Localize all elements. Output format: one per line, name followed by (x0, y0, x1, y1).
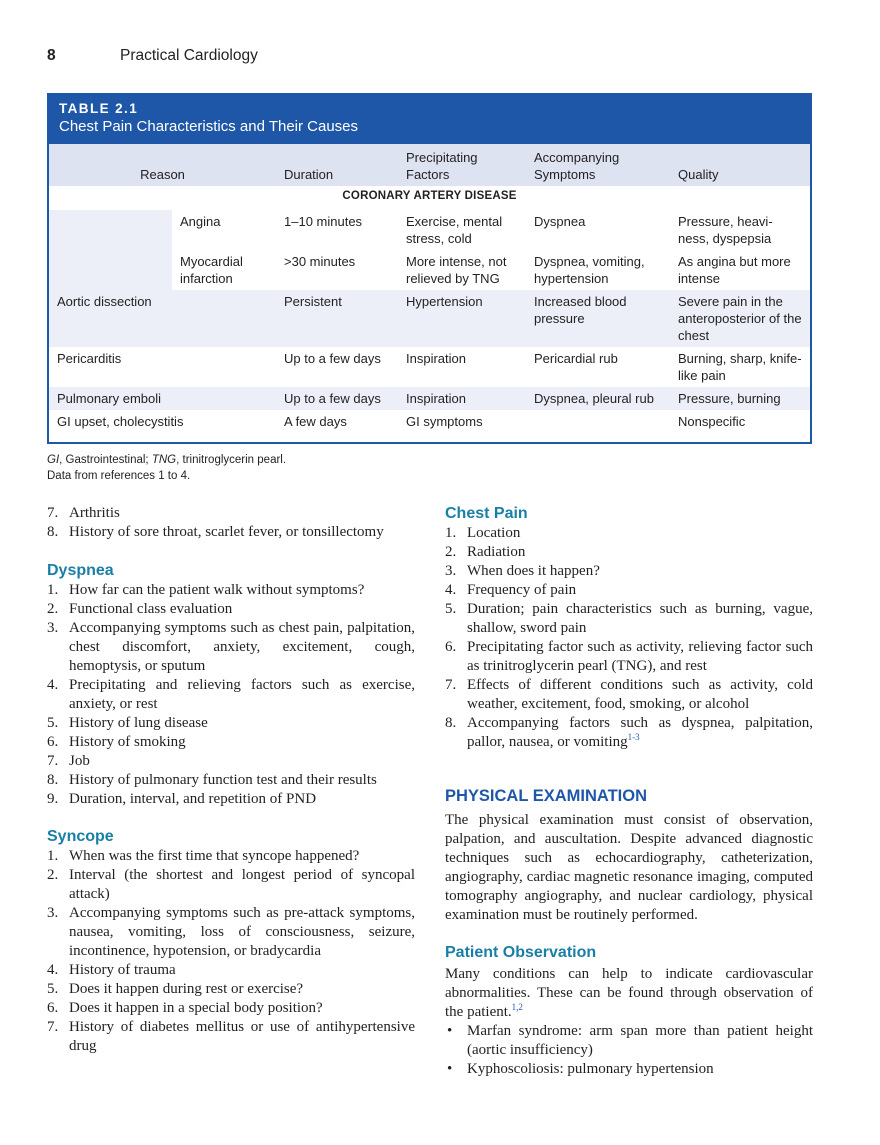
list-item (47, 999, 415, 1018)
list-item (445, 714, 813, 752)
table-row (49, 410, 810, 433)
item-text: When does it happen? (467, 563, 600, 579)
table-cell: Pressure, heavi-ness, dyspepsia (678, 214, 773, 246)
table-cell: Up to a few days (276, 387, 398, 410)
page-number: 8 (47, 47, 56, 64)
left-column (47, 504, 415, 1056)
item-number: 1. (445, 525, 457, 541)
item-number: 4. (445, 582, 457, 598)
item-text: Precipitating and relieving factors such as exercise, anxiety, or rest (69, 677, 415, 712)
list-item (47, 504, 415, 523)
table-cell: Dyspnea, pleural rub (526, 387, 670, 410)
table-cell: Up to a few days (284, 351, 381, 366)
item-text: History of trauma (69, 962, 176, 978)
abbreviations-note (47, 452, 286, 468)
list-item (445, 600, 813, 638)
abbr-term: TNG (151, 454, 177, 466)
list-item (445, 638, 813, 676)
section-heading-physical-examination: PHYSICAL EXAMINATION (445, 787, 647, 805)
table-cell: Hypertension (398, 290, 526, 347)
item-text: Job (69, 753, 90, 769)
table-cell: Persistent (276, 290, 398, 347)
item-text: Functional class evaluation (69, 601, 233, 617)
item-text: Location (467, 525, 521, 541)
item-number: 1. (47, 848, 59, 864)
item-number: 3. (47, 620, 59, 636)
patient-observation-paragraph (445, 965, 813, 1022)
item-number: 9. (47, 791, 59, 807)
list-item (47, 771, 415, 790)
list-item (47, 847, 415, 866)
table-header-bar (49, 95, 810, 144)
table-footnote (47, 452, 286, 484)
table-row (49, 210, 810, 250)
table-cell: Aortic dissection (49, 290, 276, 347)
source-note: Data from references 1 to 4. (47, 470, 191, 482)
table-cell: Dyspnea, vomiting, hypertension (534, 254, 645, 286)
table-cell: As angina but more intense (678, 254, 791, 286)
table-cell: Increased blood pressure (526, 290, 670, 347)
item-number: 6. (47, 734, 59, 750)
item-text: History of sore throat, scarlet fever, or tonsillectomy (69, 524, 384, 540)
list-item (445, 562, 813, 581)
table-cell: Inspiration (398, 387, 526, 410)
item-text: Interval (the shortest and longest period of syncopal attack) (69, 867, 415, 902)
list-item (47, 866, 415, 904)
column-header: Duration (276, 144, 398, 186)
table-cell: Myocardial infarction (180, 254, 243, 286)
bullet-item (445, 1060, 813, 1079)
citation-superscript: 1-3 (627, 732, 640, 742)
item-number: 6. (445, 639, 457, 655)
item-text: History of pulmonary function test and their results (69, 772, 377, 788)
list-item (47, 676, 415, 714)
section-label: CORONARY ARTERY DISEASE (342, 190, 517, 202)
list-item (47, 980, 415, 999)
table-cell: Inspiration (406, 351, 466, 366)
item-number: 5. (445, 601, 457, 617)
table-row (49, 250, 810, 290)
table-cell: Severe pain in the anteroposterior of the chest (670, 290, 810, 347)
item-text: How far can the patient walk without symptoms? (69, 582, 365, 598)
list-item (445, 524, 813, 543)
running-head (47, 47, 258, 65)
table-column-headers (49, 144, 810, 186)
item-text: When was the first time that syncope happened? (69, 848, 360, 864)
bullet-text: Kyphoscoliosis: pulmonary hypertension (467, 1061, 714, 1077)
list-item (47, 581, 415, 600)
table-cell: Pericarditis (57, 351, 122, 366)
item-text: Does it happen during rest or exercise? (69, 981, 304, 997)
table-cell: GI symptoms (406, 414, 483, 429)
item-text: Arthritis (69, 505, 120, 521)
item-number: 7. (47, 505, 59, 521)
item-number: 5. (47, 715, 59, 731)
abbr-definition: , Gastrointestinal; (59, 454, 152, 466)
item-number: 6. (47, 1000, 59, 1016)
item-text: History of diabetes mellitus or use of antihypertensive drug (69, 1019, 415, 1054)
list-item (47, 904, 415, 961)
list-item (445, 543, 813, 562)
item-number: 8. (445, 715, 457, 731)
item-text: Frequency of pain (467, 582, 577, 598)
bullet-text: Marfan syndrome: arm span more than patient height (aortic insufficiency) (467, 1023, 813, 1058)
table-cell: Burning, sharp, knife-like pain (678, 351, 802, 383)
item-text: Effects of different conditions such as activity, cold weather, excitement, food, smoking, or alcohol (467, 677, 813, 712)
table-cell: Pressure, burning (670, 387, 810, 410)
dyspnea-list (47, 581, 415, 809)
chest-pain-list (445, 524, 813, 752)
citation-superscript: 1,2 (511, 1002, 523, 1012)
list-item (445, 676, 813, 714)
table-cell (49, 210, 172, 250)
table-cell: Angina (180, 214, 221, 229)
item-number: 3. (445, 563, 457, 579)
physical-exam-paragraph: The physical examination must consist of observation, palpation, and auscultation. Despite advanced diagnostic techniques such as echocardiography, catheterization, angiography, cardiac magnetic resonance imaging, computed tomography angiography, and nuclear cardiology, physical examination must be routinely performed. (445, 812, 813, 923)
item-number: 7. (445, 677, 457, 693)
item-text: History of lung disease (69, 715, 208, 731)
table-cell: >30 minutes (284, 254, 356, 269)
table-title: Chest Pain Characteristics and Their Causes (59, 118, 359, 135)
table-cell: Dyspnea (534, 214, 586, 229)
item-number: 2. (47, 867, 59, 883)
table-cell: 1–10 minutes (284, 214, 363, 229)
list-item (47, 619, 415, 676)
table-cell: More intense, not relieved by TNG (406, 254, 507, 286)
continued-list (47, 504, 415, 542)
table-row (49, 290, 810, 347)
section-heading-chest-pain: Chest Pain (445, 505, 528, 522)
list-item (47, 714, 415, 733)
column-header: Accompanying Symptoms (526, 144, 670, 186)
item-text: Does it happen in a special body position? (69, 1000, 323, 1016)
list-item (47, 1018, 415, 1056)
bullet-glyph: • (447, 1023, 453, 1039)
column-header: Reason (49, 144, 276, 186)
table-section-row (49, 186, 810, 210)
table-cell (49, 250, 172, 290)
item-number: 4. (47, 962, 59, 978)
item-number: 8. (47, 772, 59, 788)
item-number: 3. (47, 905, 59, 921)
observation-bullets (445, 1022, 813, 1079)
bullet-glyph: • (447, 1061, 453, 1077)
section-heading-patient-observation: Patient Observation (445, 944, 597, 961)
item-number: 1. (47, 582, 59, 598)
item-number: 8. (47, 524, 59, 540)
table-row (49, 387, 810, 410)
section-heading-dyspnea: Dyspnea (47, 562, 114, 579)
table-label: TABLE 2.1 (59, 101, 139, 116)
bullet-item (445, 1022, 813, 1060)
table-cell: GI upset, cholecystitis (57, 414, 184, 429)
table-cell (526, 410, 670, 433)
table-cell: Exercise, mental stress, cold (406, 214, 503, 246)
item-text: Accompanying symptoms such as chest pain, palpitation, chest discomfort, anxiety, excitement, cough, hemoptysis, or sputum (69, 620, 415, 674)
paragraph-text: Many conditions can help to indicate cardiovascular abnormalities. These can be found through observation of the patient. (445, 966, 813, 1020)
column-header: Precipitating Factors (398, 144, 526, 186)
item-text: Radiation (467, 544, 526, 560)
list-item (47, 961, 415, 980)
table-row (49, 347, 810, 387)
book-title: Practical Cardiology (120, 47, 258, 64)
item-number: 2. (445, 544, 457, 560)
item-number: 7. (47, 1019, 59, 1035)
list-item (445, 581, 813, 600)
item-number: 2. (47, 601, 59, 617)
section-heading-syncope: Syncope (47, 828, 114, 845)
chest-pain-table (49, 144, 810, 433)
column-header: Quality (670, 144, 810, 186)
item-text: Duration, interval, and repetition of PND (69, 791, 317, 807)
list-item (47, 600, 415, 619)
list-item (47, 790, 415, 809)
table-cell: Pericardial rub (534, 351, 618, 366)
table-cell: Pulmonary emboli (49, 387, 276, 410)
item-number: 7. (47, 753, 59, 769)
item-text: Precipitating factor such as activity, relieving factor such as trinitroglycerin pearl (TNG), and rest (467, 639, 813, 674)
item-text: Accompanying symptoms such as pre-attack symptoms, nausea, vomiting, loss of consciousness, seizure, incontinence, hypotension, or bradycardia (69, 905, 415, 959)
item-number: 4. (47, 677, 59, 693)
item-text: Accompanying factors such as dyspnea, palpitation, pallor, nausea, or vomiting (467, 715, 813, 750)
item-text: Duration; pain characteristics such as burning, vague, shallow, sword pain (467, 601, 813, 636)
right-column (445, 504, 813, 1079)
table-2-1 (47, 93, 812, 444)
table-cell: A few days (284, 414, 347, 429)
list-item (47, 733, 415, 752)
item-number: 5. (47, 981, 59, 997)
list-item (47, 523, 415, 542)
list-item (47, 752, 415, 771)
item-text: History of smoking (69, 734, 186, 750)
table-cell: Nonspecific (678, 414, 746, 429)
syncope-list (47, 847, 415, 1056)
abbr-term: GI (47, 454, 60, 466)
abbr-definition: , trinitroglycerin pearl. (176, 454, 287, 466)
